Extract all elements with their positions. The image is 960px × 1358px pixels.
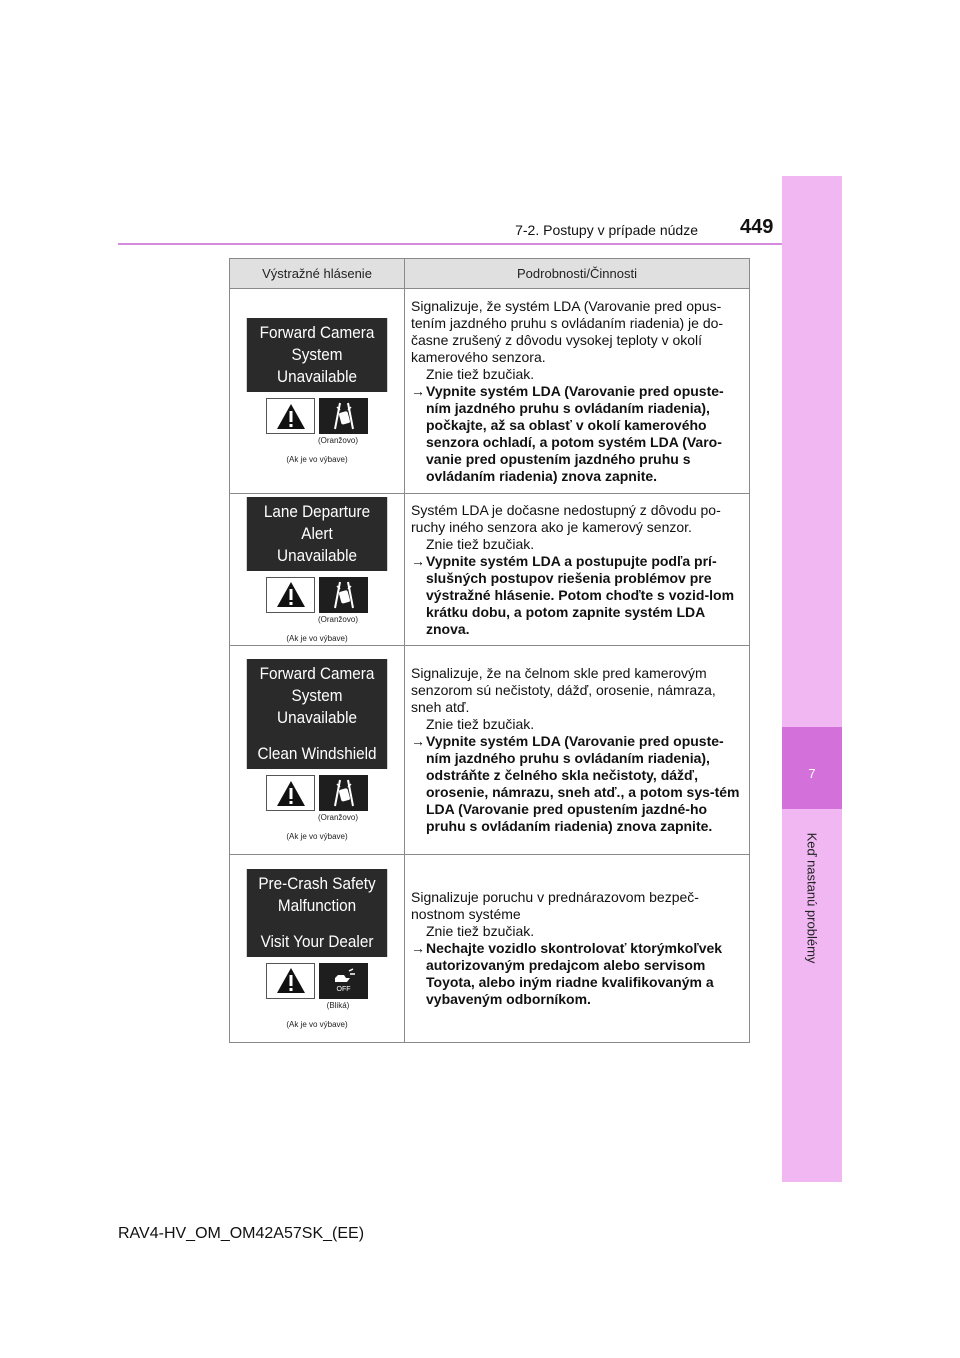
lda-indicator-icon xyxy=(319,398,368,434)
details-cell xyxy=(405,289,750,494)
buzzer-note: Znie tiež bzučiak. xyxy=(426,535,535,552)
warning-message-cell xyxy=(230,289,405,494)
arrow-icon: → xyxy=(411,552,425,569)
action-instruction: → Vypnite systém LDA (Varovanie pred opuste-ním jazdného pruhu s ovládaním riadenia), odstráňte z čelného skla nečistoty, dážď, orosenie, námrazu, sneh atď., a potom sys-tém LDA (Varovanie pred opustením jazdné-ho pruhu s ovládaním riadenia) znova zapnite. xyxy=(411,733,740,834)
warning-icons xyxy=(266,398,368,434)
table-row xyxy=(230,646,750,855)
color-note: (Bliká) xyxy=(326,1000,350,1010)
color-note: (Oranžovo) xyxy=(317,813,358,822)
equipment-note: (Ak je vo výbave) xyxy=(286,633,348,643)
action-instruction: → Vypnite systém LDA a postupujte podľa prí-slušných postupov riešenia problémov pre výstražné hlásenie. Potom choďte s vozid-lom krátku dobu, a potom zapnite systém LDA znova. xyxy=(411,552,735,637)
color-note: (Oranžovo) xyxy=(317,436,358,445)
master-warning-icon xyxy=(266,775,315,811)
header-rule xyxy=(118,243,782,245)
warning-table xyxy=(229,258,750,1043)
table-row xyxy=(230,289,750,494)
action-instruction: → Nechajte vozidlo skontrolovať ktorýmkoľvek autorizovaným predajcom alebo servisom Toyota, alebo iným riadne kvalifikovaným a vybaveným odborníkom. xyxy=(411,940,723,1007)
section-title: 7-2. Postupy v prípade núdze xyxy=(515,222,698,238)
chapter-title: Keď nastanú problémy xyxy=(804,832,820,964)
col-header-details: Podrobnosti/Činnosti xyxy=(405,259,750,289)
table-row xyxy=(230,494,750,646)
warning-icons xyxy=(266,775,368,811)
warning-message-cell xyxy=(230,646,405,855)
display-message: Pre-Crash Safety Malfunction Visit Your Dealer xyxy=(247,869,387,957)
chapter-number: 7 xyxy=(808,766,816,781)
display-message: Forward Camera System Unavailable xyxy=(247,318,387,392)
details-cell xyxy=(405,855,750,1043)
document-code: RAV4-HV_OM_OM42A57SK_(EE) xyxy=(118,1225,365,1242)
master-warning-icon xyxy=(266,963,315,999)
buzzer-note: Znie tiež bzučiak. xyxy=(426,716,535,732)
warning-icons xyxy=(266,577,368,613)
col-header-message: Výstražné hlásenie xyxy=(230,259,405,289)
buzzer-note: Znie tiež bzučiak. xyxy=(426,923,535,939)
lda-indicator-icon xyxy=(319,577,368,613)
lda-indicator-icon xyxy=(319,775,368,811)
table-header-row xyxy=(230,259,750,289)
master-warning-icon xyxy=(266,577,315,613)
details-cell xyxy=(405,646,750,855)
description: Signalizuje, že na čelnom skle pred kamerovým senzorom sú nečistoty, dážď, orosenie, námraza, sneh atď. xyxy=(411,665,716,715)
warning-message-cell xyxy=(230,855,405,1043)
description: Signalizuje poruchu v prednárazovom bezpeč-nostnom systéme xyxy=(411,889,699,922)
color-note: (Oranžovo) xyxy=(317,614,358,624)
arrow-icon: → xyxy=(411,940,425,956)
warning-message-cell xyxy=(230,494,405,646)
warning-icons xyxy=(266,963,368,999)
display-message: Lane Departure Alert Unavailable xyxy=(247,497,387,571)
buzzer-note: Znie tiež bzučiak. xyxy=(426,365,535,382)
pcs-off-indicator-icon: OFF xyxy=(319,963,368,999)
arrow-icon: → xyxy=(411,733,425,749)
equipment-note: (Ak je vo výbave) xyxy=(286,455,348,464)
equipment-note: (Ak je vo výbave) xyxy=(286,1019,348,1029)
master-warning-icon xyxy=(266,398,315,434)
details-cell xyxy=(405,494,750,646)
table-row xyxy=(230,855,750,1043)
arrow-icon: → xyxy=(411,382,425,399)
equipment-note: (Ak je vo výbave) xyxy=(286,832,348,841)
page-number: 449 xyxy=(740,216,774,238)
description: Signalizuje, že systém LDA (Varovanie pred opus-tením jazdného pruhu s ovládaním riadenia) je do-časne zrušený z dôvodu vysokej teploty v okolí kamerového senzora. xyxy=(411,297,724,365)
chapter-sidebar xyxy=(782,176,842,1182)
description: Systém LDA je dočasne nedostupný z dôvodu po-ruchy iného senzora ako je kamerový senzor. xyxy=(411,501,721,535)
action-instruction: → Vypnite systém LDA (Varovanie pred opuste-ním jazdného pruhu s ovládaním riadenia), počkajte, až sa oblasť v okolí kamerového senzora ochladí, a potom systém LDA (Varo-vanie pred opustením jazdného pruhu s ovládaním riadenia) znova zapnite. xyxy=(411,382,724,484)
display-message: Forward Camera System Unavailable Clean Windshield xyxy=(247,659,387,769)
